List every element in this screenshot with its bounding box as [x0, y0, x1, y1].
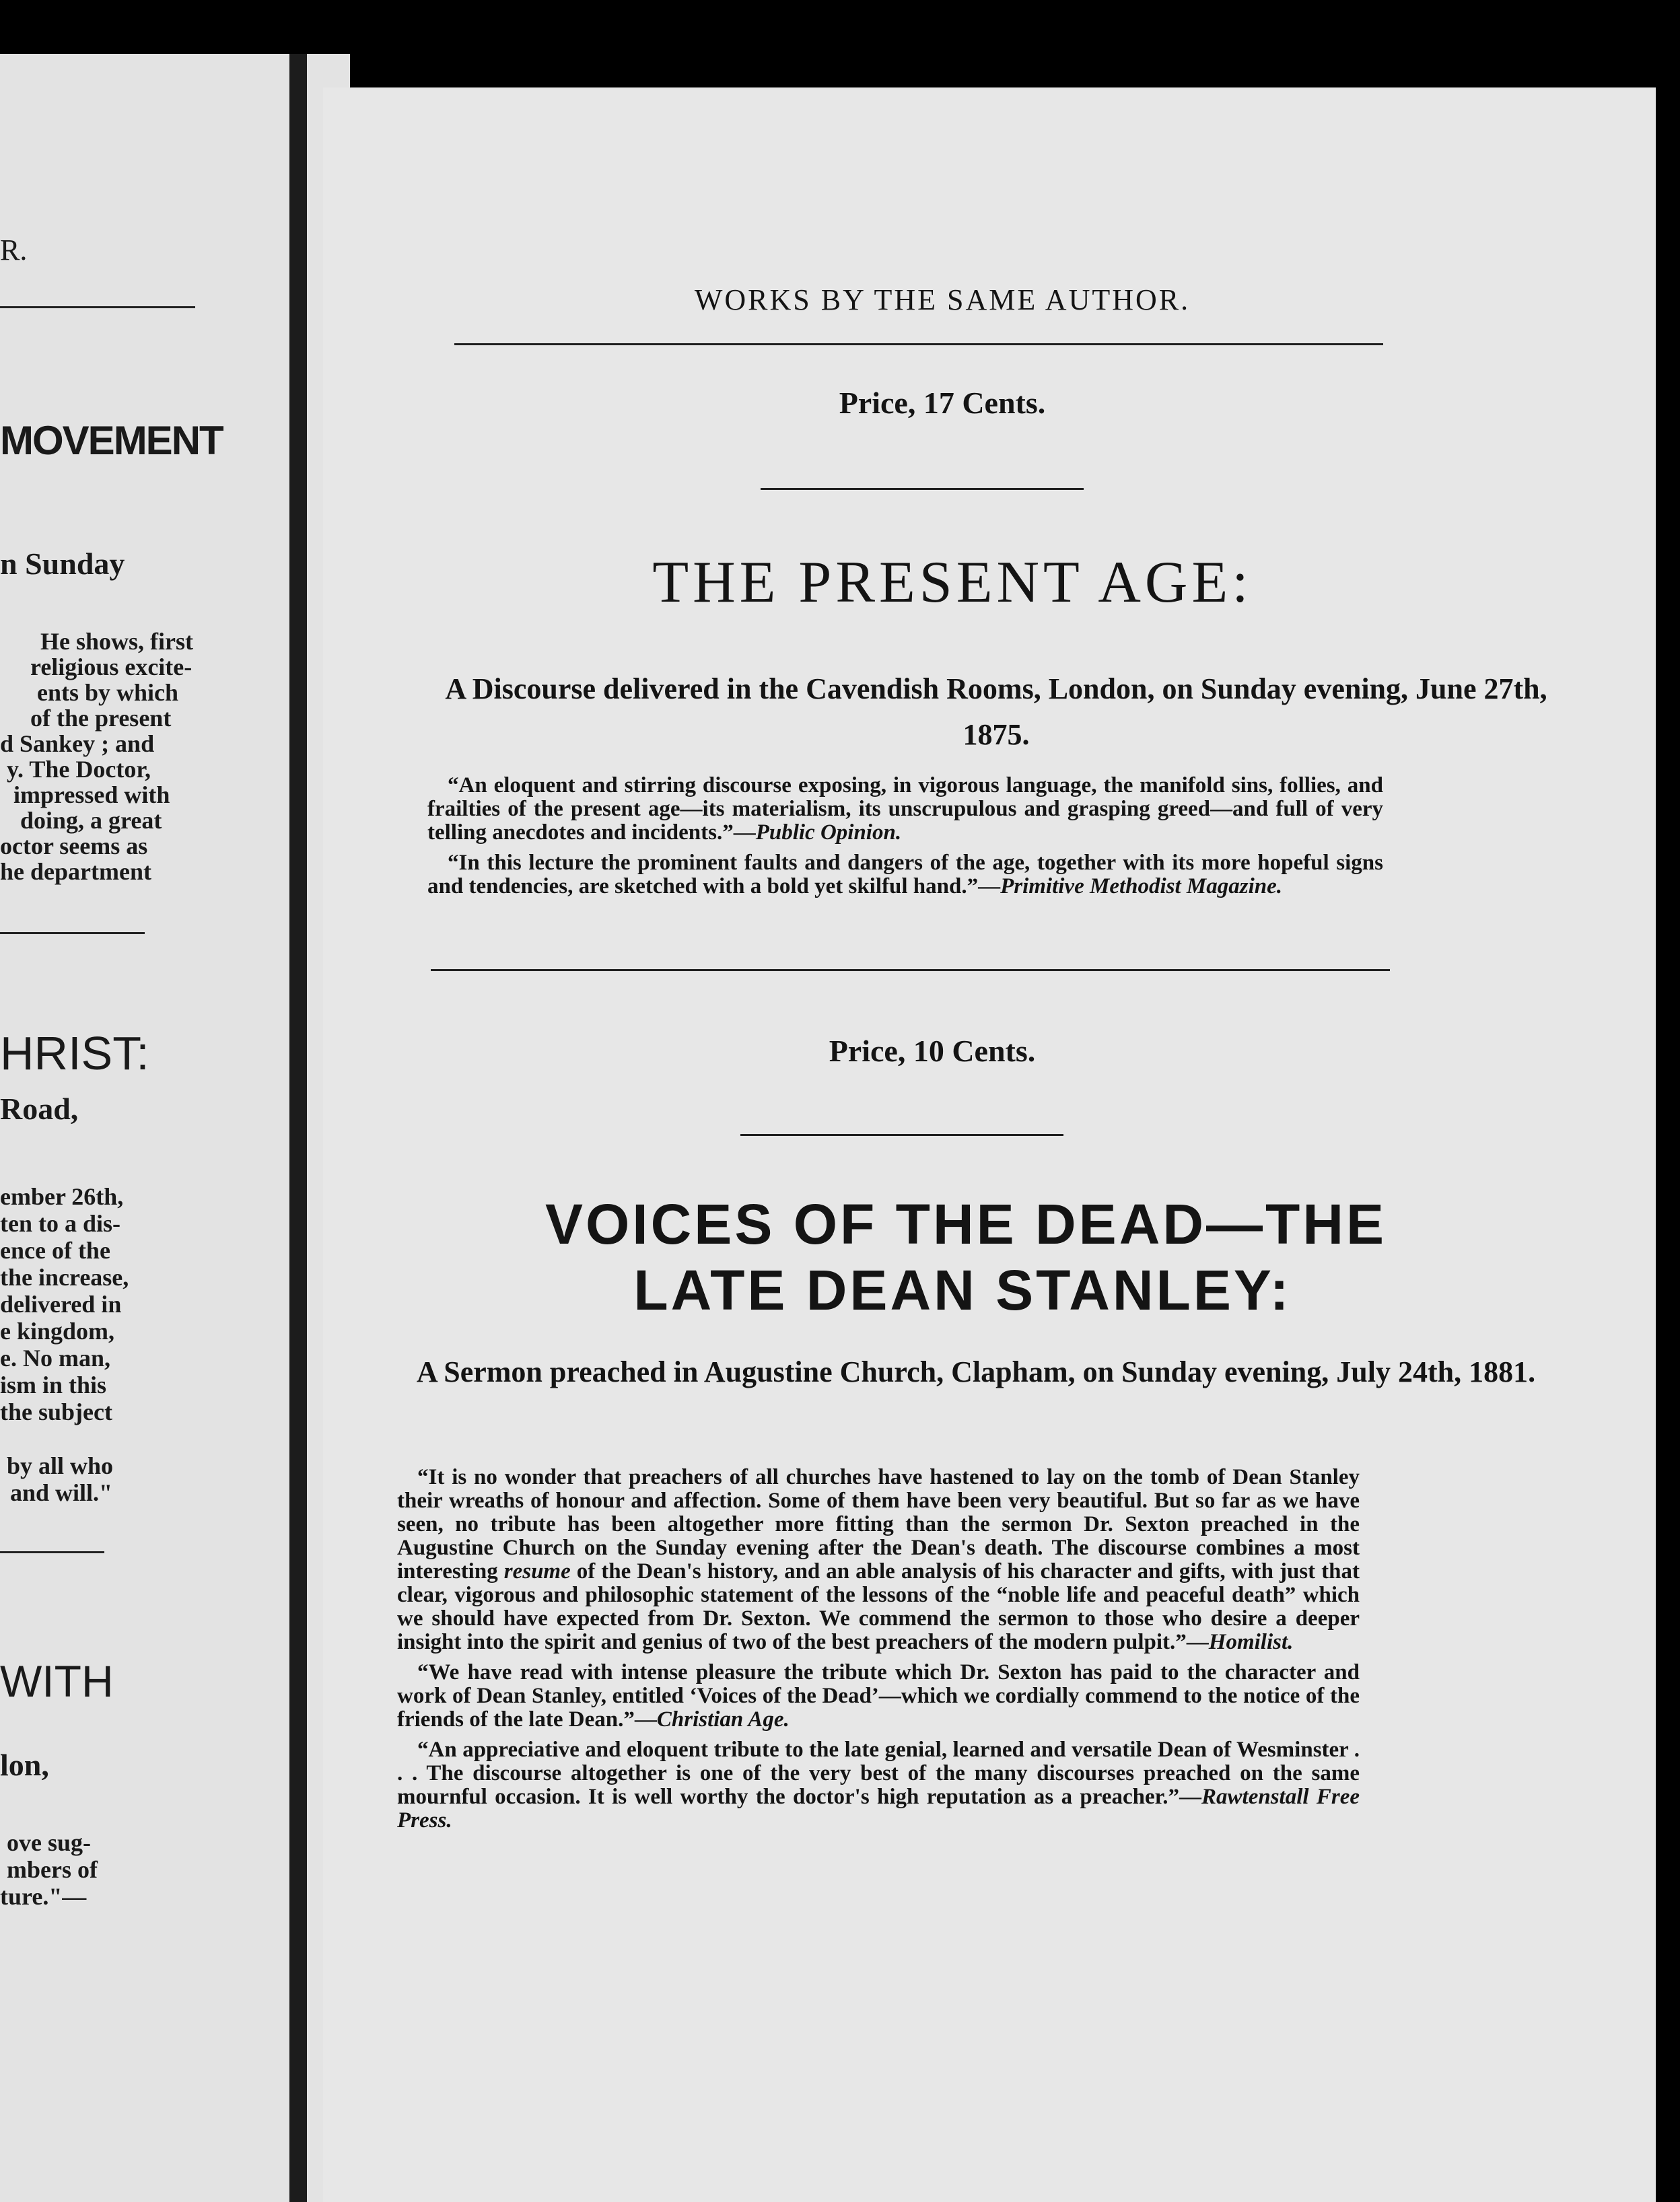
left-line: and will."	[10, 1479, 113, 1506]
review-source: Primitive Methodist Magazine.	[1000, 874, 1283, 898]
left-line: ove sug-	[7, 1829, 91, 1856]
review-source: Public Opinion.	[755, 820, 902, 845]
left-line: ism in this	[0, 1372, 107, 1398]
review-homilist: “It is no wonder that preachers of all churches have hastened to lay on the tomb of Dean Stanley their wreaths of honour and affection. Some of them have been very beautiful. But so far as we have seen, no tribute has been altogether more fitting than the sermon Dr. Sexton preached in the Augustine Church on the Sunday evening after the Dean's death. The discourse combines a most interesting resume of the Dean's history, and an able analysis of his character and gifts, with just that clear, vigorous and philosophic statement of the lessons of the “noble life and peaceful death” which we should have expected from Dr. Sexton. We commend the sermon to those who desire a deeper insight into the spirit and genius of two of the best preachers of the modern pulpit.”—Homilist.	[397, 1465, 1360, 1654]
review-primitive-methodist: “In this lecture the prominent faults and dangers of the age, together with its more hopeful signs and tendencies, are sketched with a bold yet skilful hand.”—Primitive Methodist Magazine.	[427, 851, 1383, 898]
subtitle-present-age: A Discourse delivered in the Cavendish Rooms, London, on Sunday evening, June 27th, 1875.	[445, 672, 1547, 751]
title-present-age: THE PRESENT AGE:	[652, 550, 1253, 615]
left-line: ten to a dis-	[0, 1210, 120, 1237]
left-line: Road,	[0, 1092, 79, 1126]
left-line: WITH	[0, 1656, 114, 1706]
page-header: WORKS BY THE SAME AUTHOR.	[694, 283, 1191, 316]
short-rule	[740, 1134, 1063, 1136]
review-source: Christian Age.	[656, 1707, 790, 1732]
header-rule	[454, 343, 1383, 345]
left-line: HRIST:	[0, 1027, 149, 1079]
left-line: n Sunday	[0, 546, 125, 581]
left-line: of the present	[30, 705, 172, 732]
left-line: impressed with	[13, 781, 170, 808]
left-line: the subject	[0, 1398, 112, 1425]
left-line: religious excite-	[30, 653, 193, 680]
left-line: by all who	[7, 1452, 114, 1479]
review-christian-age: “We have read with intense pleasure the tribute which Dr. Sexton has paid to the character and work of Dean Stanley, entitled ‘Voices of the Dead’—which we cordially commend to the notice of the friends of the late Dean.”—Christian Age.	[397, 1660, 1360, 1732]
left-line: R.	[0, 234, 28, 267]
left-line: octor seems as	[0, 832, 148, 859]
short-rule	[761, 488, 1084, 490]
left-line: ember 26th,	[0, 1183, 124, 1210]
left-line: e. No man,	[0, 1345, 110, 1372]
left-line: ence of the	[0, 1237, 110, 1264]
title-voices-line2: LATE DEAN STANLEY:	[633, 1258, 1292, 1322]
title-voices-line1: VOICES OF THE DEAD—THE	[545, 1193, 1387, 1256]
book-gutter	[289, 54, 307, 2202]
left-divider	[0, 932, 145, 934]
review-source: Rawtenstall Free Press.	[397, 1785, 1360, 1833]
left-line: doing, a great	[20, 807, 162, 834]
price-label-1: Price, 17 Cents.	[839, 386, 1046, 420]
left-line: d Sankey ; and	[0, 730, 155, 757]
left-line: He shows, first	[40, 628, 193, 655]
italic-word: resume	[503, 1559, 571, 1584]
left-divider	[0, 306, 195, 308]
left-divider	[0, 1551, 104, 1553]
left-line: e kingdom,	[0, 1318, 115, 1345]
left-line: mbers of	[7, 1856, 98, 1883]
price-label-2: Price, 10 Cents.	[829, 1034, 1036, 1068]
left-line: y. The Doctor,	[7, 756, 151, 783]
review-rawtenstall: “An appreciative and eloquent tribute to the late genial, learned and versatile Dean of Wesminster . . . The discourse altogether is one of the very best of the many discourses preached on the same mournful occasion. It is well worthy the doctor's high reputation as a preacher.”—Rawtenstall Free Press.	[397, 1738, 1360, 1833]
left-line: ents by which	[37, 679, 179, 706]
right-page	[323, 87, 1656, 2202]
left-line: MOVEMENT	[0, 418, 223, 463]
review-block-2	[397, 1466, 1360, 1839]
subtitle-voices: A Sermon preached in Augustine Church, Clapham, on Sunday evening, July 24th, 1881.	[416, 1355, 1536, 1388]
left-line: delivered in	[0, 1291, 122, 1318]
left-line: he department	[0, 858, 151, 885]
section-rule	[431, 969, 1390, 971]
left-line: the increase,	[0, 1264, 129, 1291]
left-line: ture."—	[0, 1883, 87, 1910]
review-source: Homilist.	[1208, 1630, 1294, 1654]
review-public-opinion: “An eloquent and stirring discourse exposing, in vigorous language, the manifold sins, follies, and frailties of the present age—its materialism, its unscrupulous and grasping greed—and full of very telling anecdotes and incidents.”—Public Opinion.	[427, 773, 1383, 845]
review-block-1	[427, 774, 1383, 905]
left-line: lon,	[0, 1748, 49, 1782]
